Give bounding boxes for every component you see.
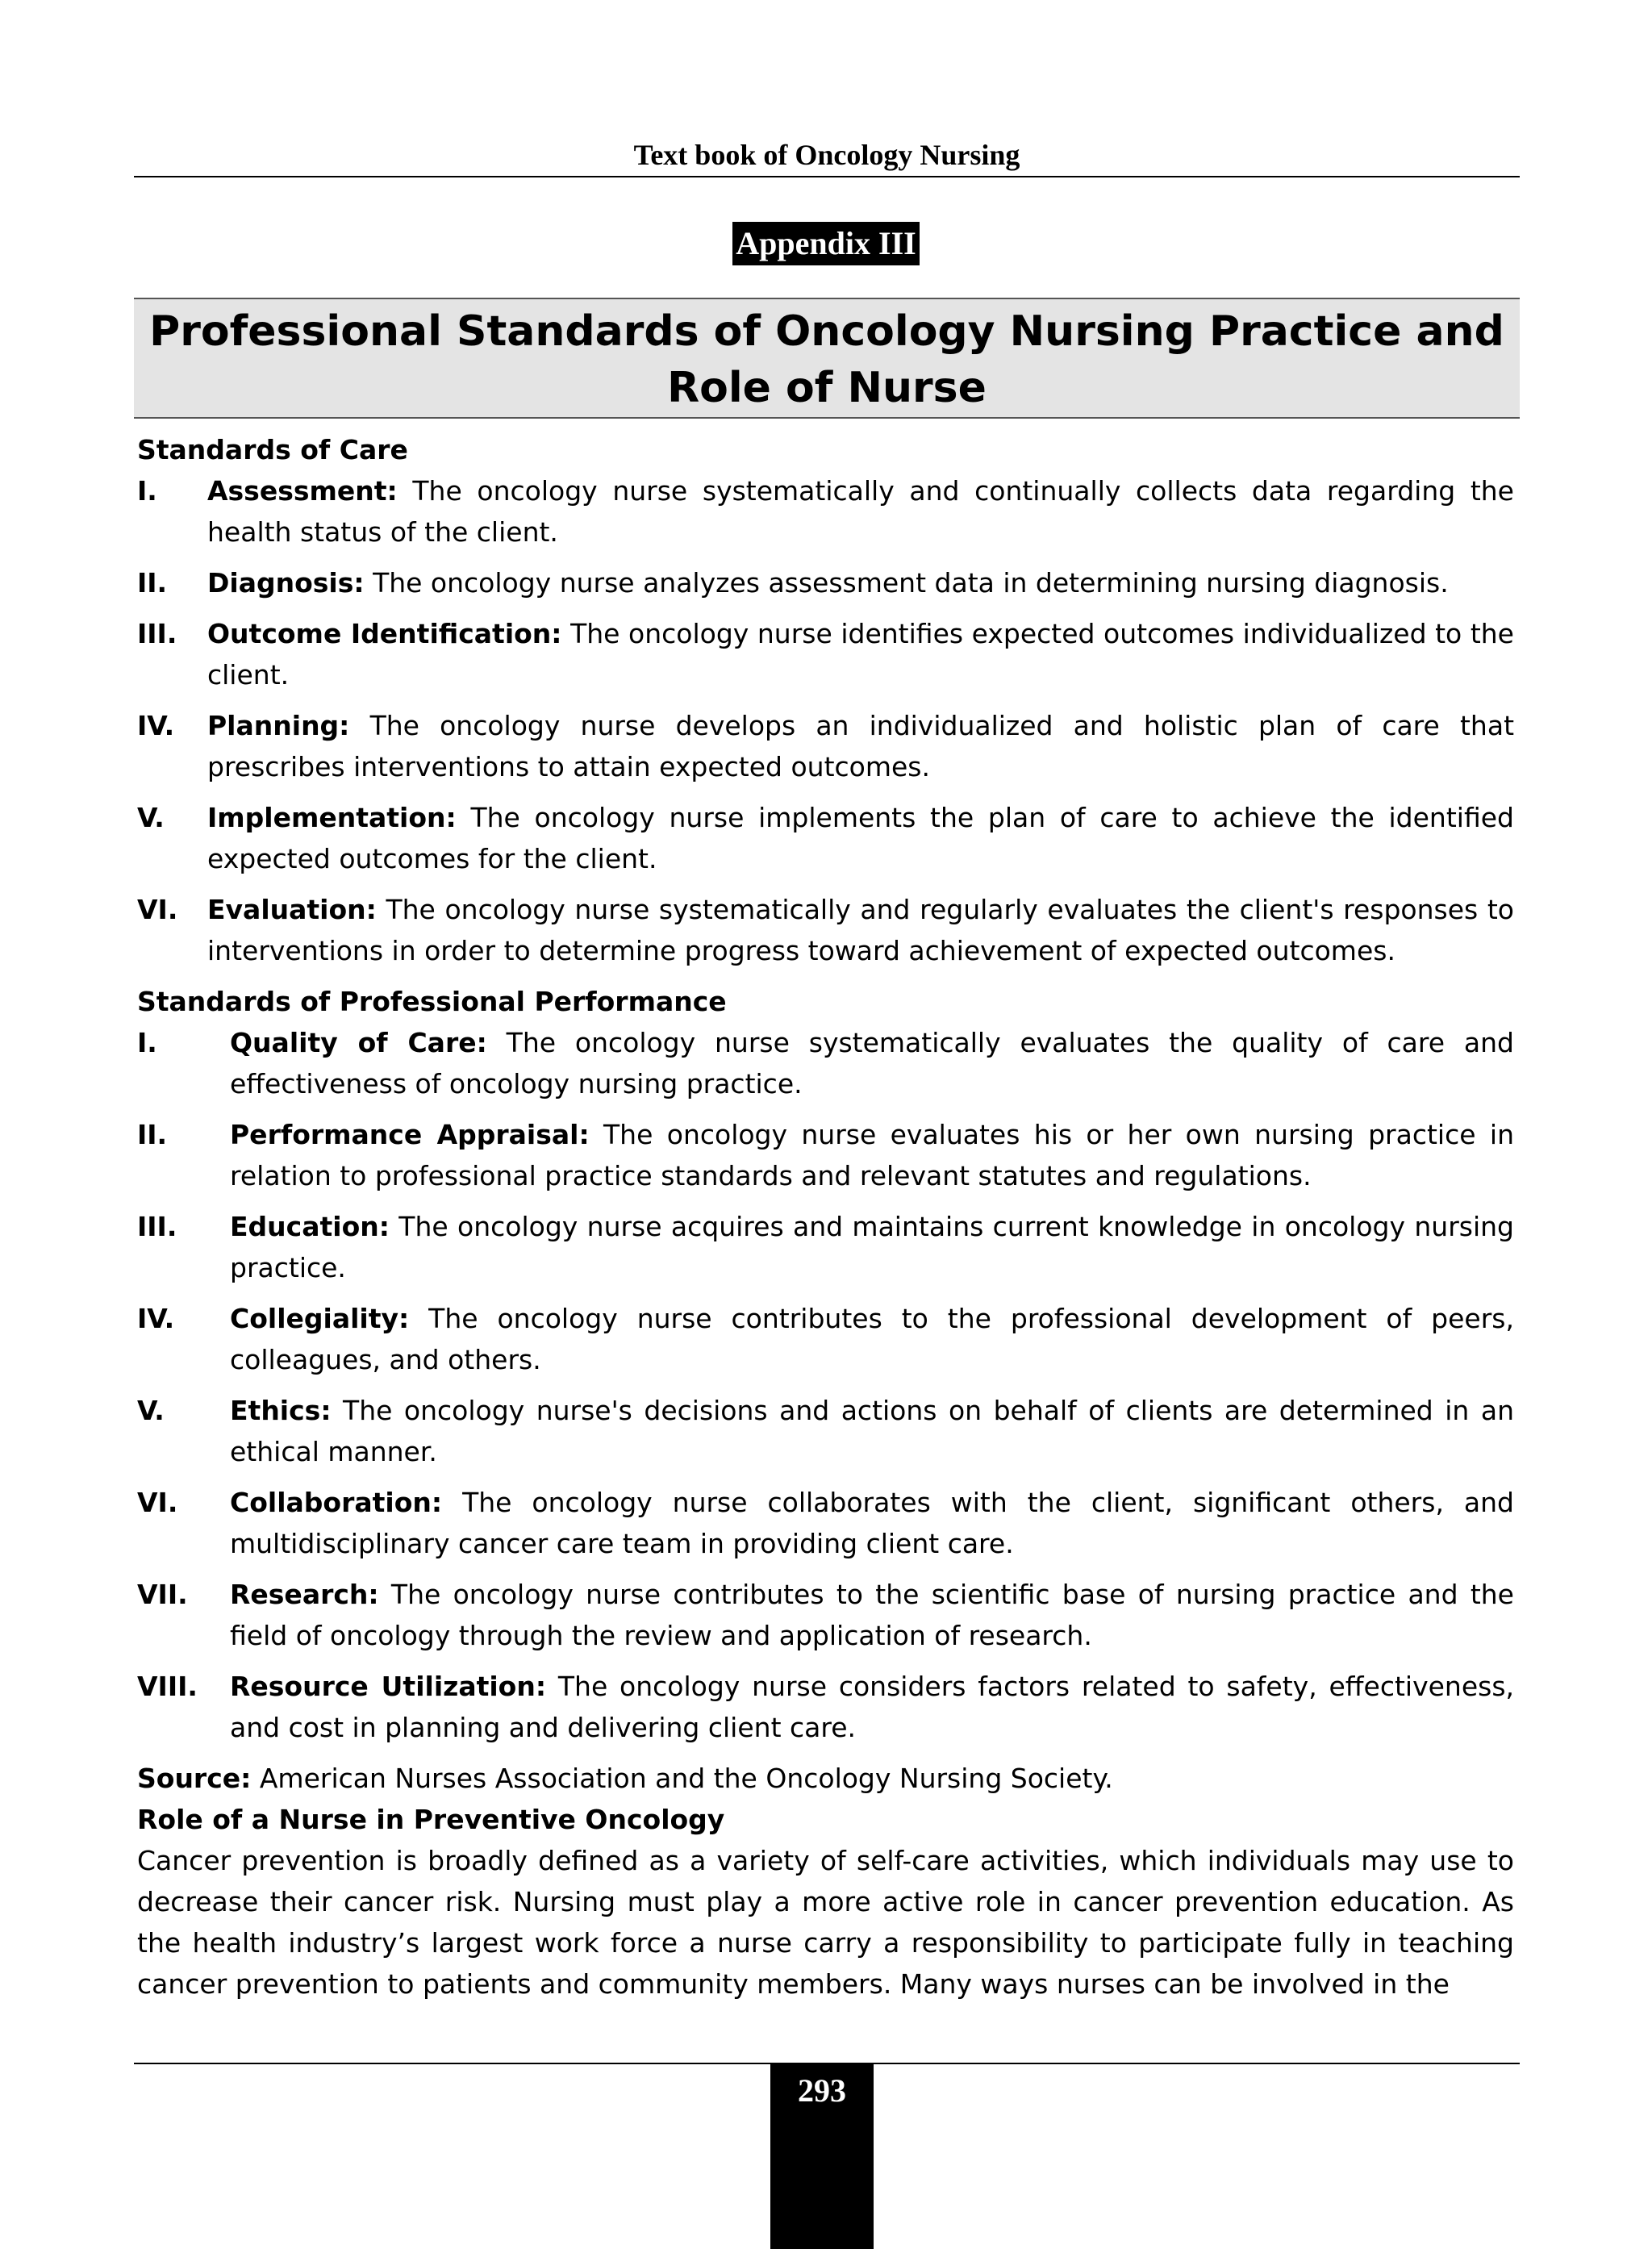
chapter-title: Professional Standards of Oncology Nursing Practice and Role of Nurse bbox=[134, 298, 1520, 419]
item-description: The oncology nurse considers factors related to safety, effectiveness, and cost in planning and delivering client care. bbox=[230, 1671, 1515, 1743]
item-text bbox=[230, 1666, 1514, 1748]
item-description: The oncology nurse acquires and maintains current knowledge in oncology nursing practice. bbox=[230, 1211, 1514, 1283]
item-number: III. bbox=[137, 618, 177, 649]
list-item bbox=[137, 705, 1514, 787]
item-term: Education: bbox=[230, 1211, 390, 1242]
list-item bbox=[137, 1206, 1514, 1288]
item-number: VIII. bbox=[137, 1671, 198, 1702]
item-number: V. bbox=[137, 1395, 165, 1426]
item-number: I. bbox=[137, 1027, 157, 1058]
appendix-label: Appendix III bbox=[732, 222, 919, 265]
item-description: The oncology nurse's decisions and actions on behalf of clients are determined in an ethical manner. bbox=[230, 1395, 1514, 1467]
item-text bbox=[230, 1574, 1514, 1656]
item-text bbox=[207, 705, 1514, 787]
item-term: Outcome Identification: bbox=[207, 618, 562, 649]
preventive-oncology-heading: Role of a Nurse in Preventive Oncology bbox=[137, 1804, 725, 1835]
page-content bbox=[137, 429, 1514, 2005]
item-number: VI. bbox=[137, 1487, 178, 1518]
item-text bbox=[207, 562, 1514, 603]
appendix-label-wrap bbox=[0, 222, 1652, 265]
item-term: Diagnosis: bbox=[207, 567, 365, 599]
item-number: III. bbox=[137, 1211, 177, 1242]
list-item bbox=[137, 562, 1514, 603]
item-number: V. bbox=[137, 802, 165, 833]
item-term: Collaboration: bbox=[230, 1487, 443, 1518]
item-text bbox=[230, 1298, 1514, 1380]
source-text: American Nurses Association and the Oncology Nursing Society. bbox=[259, 1763, 1113, 1794]
item-term: Research: bbox=[230, 1579, 379, 1610]
item-text bbox=[207, 797, 1514, 879]
item-term: Collegiality: bbox=[230, 1303, 410, 1334]
item-description: The oncology nurse contributes to the scientific base of nursing practice and the field of oncology through the review and application of research. bbox=[230, 1579, 1514, 1651]
source-label: Source: bbox=[137, 1763, 252, 1794]
item-text bbox=[207, 613, 1514, 695]
item-description: The oncology nurse analyzes assessment data in determining nursing diagnosis. bbox=[373, 567, 1449, 599]
standards-of-care-list bbox=[137, 470, 1514, 971]
item-number: II. bbox=[137, 1119, 168, 1150]
item-description: The oncology nurse collaborates with the client, significant others, and multidisciplinary cancer care team in providing client care. bbox=[230, 1487, 1514, 1559]
standards-of-care-heading: Standards of Care bbox=[137, 434, 408, 465]
item-term: Planning: bbox=[207, 710, 350, 741]
item-number: IV. bbox=[137, 710, 175, 741]
item-text bbox=[207, 470, 1514, 553]
item-number: VI. bbox=[137, 894, 178, 925]
item-term: Evaluation: bbox=[207, 894, 377, 925]
item-description: The oncology nurse contributes to the professional development of peers, colleagues, and others. bbox=[230, 1303, 1514, 1375]
item-description: The oncology nurse systematically evaluates the quality of care and effectiveness of oncology nursing practice. bbox=[230, 1027, 1514, 1099]
item-number: II. bbox=[137, 567, 168, 599]
list-item bbox=[137, 1114, 1514, 1196]
list-item bbox=[137, 1022, 1514, 1104]
item-description: The oncology nurse identifies expected outcomes individualized to the client. bbox=[207, 618, 1514, 691]
list-item bbox=[137, 1482, 1514, 1564]
standards-of-performance-heading: Standards of Professional Performance bbox=[137, 986, 727, 1017]
list-item bbox=[137, 797, 1514, 879]
item-text bbox=[230, 1206, 1514, 1288]
standards-of-performance-list bbox=[137, 1022, 1514, 1748]
item-description: The oncology nurse develops an individualized and holistic plan of care that prescribes interventions to attain expected outcomes. bbox=[207, 710, 1515, 782]
item-term: Assessment: bbox=[207, 475, 398, 507]
item-text bbox=[230, 1482, 1514, 1564]
list-item bbox=[137, 889, 1514, 971]
item-description: The oncology nurse implements the plan of care to achieve the identified expected outcomes for the client. bbox=[207, 802, 1514, 874]
item-description: The oncology nurse evaluates his or her own nursing practice in relation to professional practice standards and relevant statutes and regulations. bbox=[230, 1119, 1514, 1191]
item-term: Implementation: bbox=[207, 802, 457, 833]
item-text bbox=[230, 1390, 1514, 1472]
source-note bbox=[137, 1758, 1514, 1799]
item-term: Ethics: bbox=[230, 1395, 332, 1426]
list-item bbox=[137, 613, 1514, 695]
item-number: I. bbox=[137, 475, 157, 507]
page-number: 293 bbox=[770, 2063, 874, 2249]
item-term: Resource Utilization: bbox=[230, 1671, 547, 1702]
preventive-oncology-paragraph: Cancer prevention is broadly defined as a variety of self-care activities, which individuals may use to decrease their cancer risk. Nursing must play a more active role in cancer prevention education. As the health industry’s largest work force a nurse carry a responsibility to participate fully in teaching cancer prevention to patients and community members. Many ways nurses can be involved in the bbox=[137, 1845, 1514, 2000]
item-text bbox=[230, 1022, 1514, 1104]
item-text bbox=[230, 1114, 1514, 1196]
item-description: The oncology nurse systematically and continually collects data regarding the health status of the client. bbox=[207, 475, 1514, 548]
item-text bbox=[207, 889, 1514, 971]
list-item bbox=[137, 1666, 1514, 1748]
list-item bbox=[137, 470, 1514, 553]
item-description: The oncology nurse systematically and regularly evaluates the client's responses to interventions in order to determine progress toward achievement of expected outcomes. bbox=[207, 894, 1514, 966]
list-item bbox=[137, 1574, 1514, 1656]
item-number: IV. bbox=[137, 1303, 175, 1334]
list-item bbox=[137, 1390, 1514, 1472]
running-header: Text book of Oncology Nursing bbox=[134, 134, 1520, 177]
item-term: Performance Appraisal: bbox=[230, 1119, 590, 1150]
item-term: Quality of Care: bbox=[230, 1027, 487, 1058]
item-number: VII. bbox=[137, 1579, 188, 1610]
list-item bbox=[137, 1298, 1514, 1380]
